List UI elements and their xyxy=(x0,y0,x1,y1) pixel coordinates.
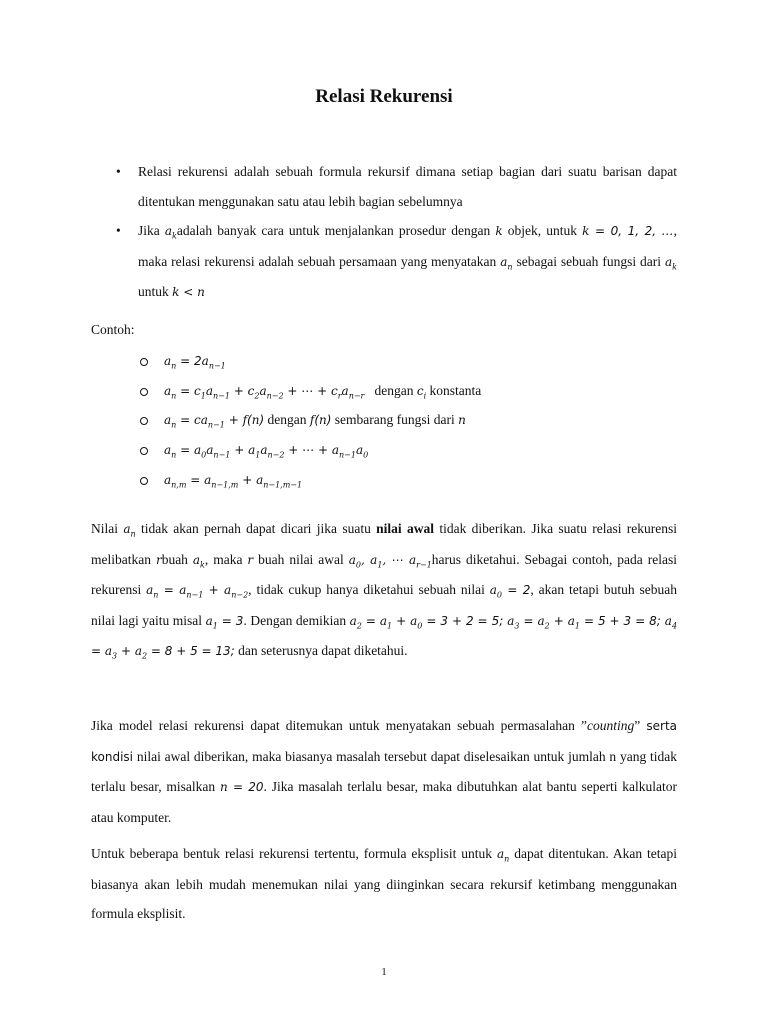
math-computed-values: $a_2 = a_1 + a_0 = 3 + 2 = 5$; $a_3 = a_2 + a_1 = 5 + 3 = 8$; $a_4 = a_3 + a_2 = 8 + 5 = 13$; xyxy=(91,613,678,661)
paragraph-counting: Jika model relasi rekurensi dapat ditemukan untuk menyatakan sebuah permasalahan ”counting” serta kondisi nilai awal diberikan, maka biasanya masalah tersebut dapat diselesaikan untuk jumlah n yang tidak terlalu besar, misalkan n = 20. Jika masalah terlalu besar, maka dibutuhkan alat bantu seperti kalkulator atau komputer. xyxy=(91,718,678,825)
math-r: r xyxy=(155,552,162,567)
math-r: r xyxy=(247,552,254,567)
math-ak: $a_k$ xyxy=(192,552,205,569)
circle-bullet-icon xyxy=(140,477,148,485)
math-initial-seq: $a_0$, $a_1$, ⋯ $a_{r-1}$ xyxy=(348,552,432,569)
definition-text: objek, untuk xyxy=(507,223,578,238)
definition-text: Jika xyxy=(138,223,160,238)
circle-bullet-icon xyxy=(140,417,148,425)
math-a0-value: $a_0 = 2$ xyxy=(489,583,531,600)
example-item-4 xyxy=(140,435,481,465)
italic-term: counting xyxy=(587,718,635,733)
example-list xyxy=(140,346,481,494)
math-formula: $a_n = 2a_{n-1}$ xyxy=(164,354,226,371)
math-ci: $c_i$ xyxy=(416,383,427,401)
math-n: n xyxy=(458,413,466,428)
math-formula: $a_{n,m} = a_{n-1,m} + a_{n-1,m-1}$ xyxy=(164,472,303,490)
math-k: k xyxy=(495,224,503,238)
math-k-range: k = 0, 1, 2, … xyxy=(582,224,674,238)
circle-bullet-icon xyxy=(140,388,148,396)
page-title: Relasi Rekurensi xyxy=(315,86,453,107)
definition-list xyxy=(91,157,677,308)
definition-text: adalah banyak cara untuk menjalankan prosedur dengan xyxy=(176,223,491,238)
definition-text: sebagai sebuah fungsi dari xyxy=(516,253,662,269)
example-item-5 xyxy=(140,465,481,495)
math-an: $a_n$ xyxy=(496,847,510,864)
math-n-value: n = 20 xyxy=(219,780,264,794)
circle-bullet-icon xyxy=(140,447,148,455)
math-formula: $a_n = c_1a_{n-1} + c_2a_{n-2}$ + ⋯ + $c_ra_{n-r}$ xyxy=(164,383,365,401)
math-a1-value: $a_1 = 3$ xyxy=(205,613,244,630)
bullet-icon: • xyxy=(116,164,121,179)
example-item-2 xyxy=(140,376,481,406)
math-example-relation: $a_n = a_{n-1} + a_{n-2}$ xyxy=(146,583,249,600)
math-ak: $a_k$ xyxy=(164,224,177,241)
math-k-lt-n: k < n xyxy=(172,285,205,299)
math-fn: f(n) xyxy=(309,413,332,428)
paragraph-initial-values: Nilai $a_n$ tidak akan pernah dapat dicari jika suatu nilai awal tidak diberikan. Jika suatu relasi rekurensi melibatkan rbuah $a_k$, maka r buah nilai awal $a_0$, $a_1$, ⋯ $a_{r-1}harus$ diketahui. Sebagai contoh, pada relasi rekurensi $a_n = a_{n-1} + a_{n-2}$, tidak cukup hanya diketahui sebuah nilai $a_0 = 2$, akan tetapi butuh sebuah nilai lagi yaitu misal $a_1 = 3$. Dengan demikian $a_2 = a_1 + a_0 = 3 + 2 = 5$; $a_3 = a_2 + a_1 = 5 + 3 = 8$; $a_4 = a_3 + a_2 = 8 + 5 = 13$; dan seterusnya dapat diketahui. xyxy=(91,521,678,661)
circle-bullet-icon xyxy=(140,358,148,366)
example-item-1 xyxy=(140,346,481,376)
example-text: dengan xyxy=(267,412,307,428)
example-text: sembarang fungsi dari xyxy=(334,412,455,428)
math-formula: $a_n = ca_{n-1} + f(n)$ xyxy=(164,413,265,430)
page-number: 1 xyxy=(381,966,387,978)
paragraph-explicit-formula: Untuk beberapa bentuk relasi rekurensi tertentu, formula eksplisit untuk $a_n$ dapat ditentukan. Akan tetapi biasanya akan lebih mudah menemukan nilai yang diinginkan secara rekursif ketimbang menggunakan formula eksplisit. xyxy=(91,846,678,921)
definition-text: , maka relasi rekurensi adalah sebuah persamaan yang menyatakan xyxy=(138,223,678,269)
example-item-3 xyxy=(140,405,481,435)
bold-term: nilai awal xyxy=(376,521,434,536)
math-formula: $a_n = a_0a_{n-1} + a_1a_{n-2}$ + ⋯ + $a_{n-1}a_0$ xyxy=(164,443,369,460)
math-ak: $a_k$ xyxy=(664,254,677,271)
math-an: $a_n$ xyxy=(123,522,136,539)
example-text: konstanta xyxy=(429,382,482,398)
example-text: dengan xyxy=(374,382,414,398)
definition-item-1 xyxy=(91,157,677,216)
definition-item-2 xyxy=(91,216,677,308)
bullet-icon: • xyxy=(116,223,121,238)
math-an: $a_n$ xyxy=(500,254,513,271)
definition-text: Relasi rekurensi adalah sebuah formula rekursif dimana setiap bagian dari suatu barisan dapat ditentukan menggunakan satu atau lebih bagian sebelumnya xyxy=(138,164,677,209)
example-label: Contoh: xyxy=(91,322,135,337)
definition-text: untuk xyxy=(138,284,169,299)
